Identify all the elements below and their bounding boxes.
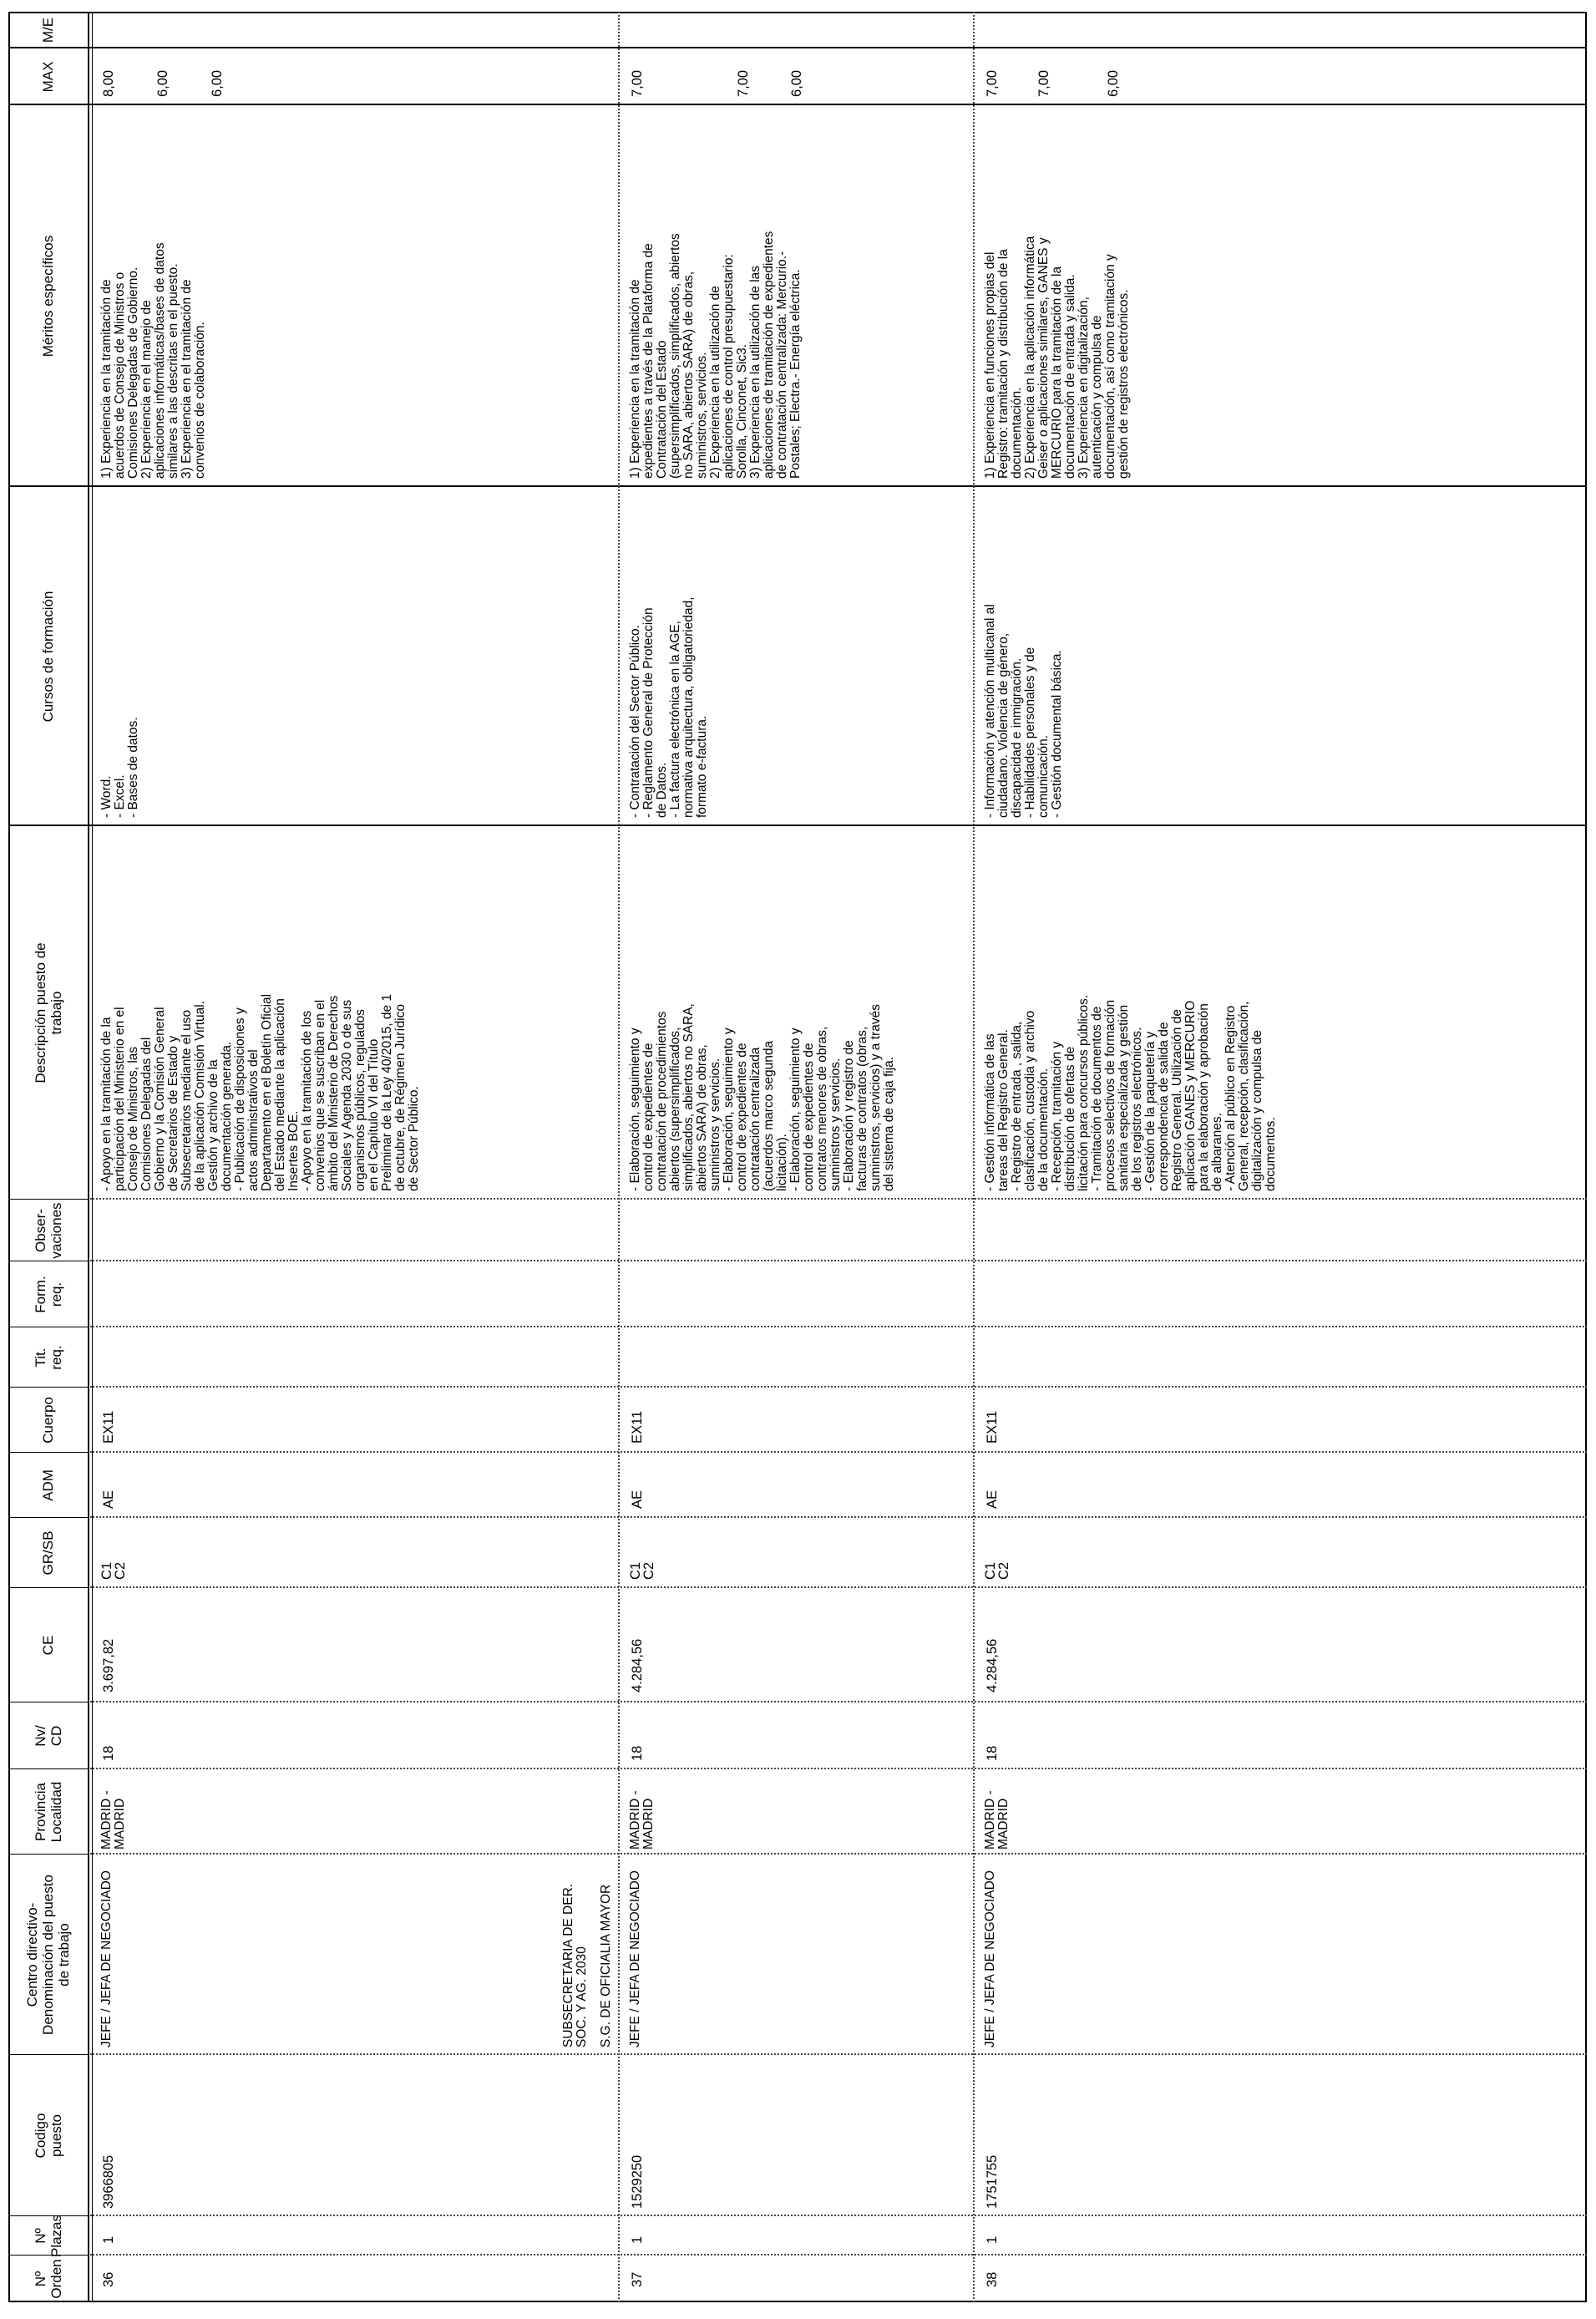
row-nivel: 18 — [630, 1745, 645, 1761]
col-divider-dotted — [90, 1516, 1587, 1518]
col-divider-dotted — [90, 1451, 1587, 1453]
row-separator — [618, 12, 620, 2302]
row-codigo: 1751755 — [985, 2154, 1000, 2209]
row-grupo: C1 C2 — [983, 1561, 1011, 1580]
row-nivel: 18 — [101, 1745, 116, 1761]
header-meritos: Méritos específicos — [40, 235, 56, 358]
row-grupo: C1 C2 — [628, 1561, 656, 1580]
header-plazas: Nº Plazas — [32, 2214, 64, 2258]
row-ce: 3.697,82 — [101, 1638, 116, 1692]
row-codigo: 1529250 — [630, 2154, 645, 2209]
row-cursos: - Información y atención multicanal al ciudadano. Violencia de género, discapacidad e inmigración. - Habilidades personales y de comunicación. - Gestión documental básica. — [983, 604, 1064, 818]
row-centro: JEFE / JEFA DE NEGOCIADO — [628, 1870, 642, 2048]
row-adm: AE — [630, 1489, 645, 1509]
row-cuerpo: EX11 — [101, 1410, 116, 1444]
header-cursos: Cursos de formación — [40, 591, 56, 723]
col-divider — [8, 1199, 88, 1200]
row-plazas: 1 — [985, 2235, 1000, 2244]
row-codigo: 3966805 — [101, 2154, 116, 2209]
row-centro: JEFE / JEFA DE NEGOCIADO — [983, 1870, 997, 2048]
col-divider — [8, 485, 1587, 487]
row-centro: JEFE / JEFA DE NEGOCIADO — [99, 1870, 114, 2048]
header-orden: Nº Orden — [32, 2259, 64, 2299]
row-provincia: MADRID - MADRID — [628, 1790, 656, 1850]
row-meritos: 1) Experiencia en la tramitación de acuerdos de Consejo de Ministros o Comisiones Delegadas de Gobierno. 2) Experiencia en el manejo de aplicaciones informáticas/bases de datos similares a las descritas en el puesto. 3) Experiencia en el tramitación de convenios de colaboración. — [99, 242, 207, 479]
row-nivel: 18 — [985, 1745, 1000, 1761]
header-cuerpo: Cuerpo — [40, 1397, 56, 1444]
row-cuerpo: EX11 — [985, 1410, 1000, 1444]
header-me: M/E — [40, 17, 56, 43]
col-divider-dotted — [90, 1386, 1587, 1388]
col-divider — [8, 104, 1587, 105]
header-grupo: GR/SB — [40, 1530, 56, 1576]
col-divider-dotted — [90, 2215, 1587, 2216]
row-max-1: 7,00 — [985, 69, 1000, 97]
row-meritos: 1) Experiencia en la tramitación de expedientes a través de la Plataforma de Contratación del Estado (supersimplificados, simplificados, abiertos no SARA, abiertos SARA) de obras, suministros, servicios. 2) Experiencia en la utilización de aplicaciones de control presupuestario: Sorolla, Cinconet, Sic3. 3) Experiencia en la utilización de las aplicaciones de tramitación de expedientes de contratación centralizada: Mercurio.- Postales; Electra.- Energía eléctrica. — [628, 231, 803, 479]
col-divider-dotted — [90, 1701, 1587, 1702]
col-divider-dotted — [90, 1260, 1587, 1261]
row-plazas: 1 — [630, 2235, 645, 2244]
row-separator — [973, 12, 975, 2302]
header-centro: Centro directivo- Denominación del puesto de trabajo — [24, 1875, 72, 2035]
header-max: MAX — [40, 61, 56, 93]
row-meritos: 1) Experiencia en funciones propias del Registro: tramitación y distribución de la documentación. 2) Experiencia en la aplicación informática Geiser o aplicaciones similares, GANES y MERCURIO para la tramitación de la documentación de entrada y salida. 3) Experiencia en digitalización, autenticación y compulsa de documentación, así como tramitación y gestión de registros electrónicos. — [983, 236, 1131, 479]
col-divider — [8, 47, 1587, 48]
row-provincia: MADRID - MADRID — [983, 1790, 1011, 1850]
header-bottom-line-2 — [92, 12, 93, 2302]
unit-subsecretaria: SUBSECRETARIA DE DER. SOC. Y AG. 2030 — [561, 1883, 589, 2048]
row-max-2: 7,00 — [736, 69, 751, 97]
header-nivel: Nv/ CD — [32, 1725, 64, 1747]
col-divider-dotted — [90, 1768, 1587, 1769]
col-divider-dotted — [90, 1853, 1587, 1855]
col-divider-dotted — [90, 1586, 1587, 1588]
row-orden: 37 — [630, 2271, 645, 2287]
row-max-3: 6,00 — [1106, 69, 1121, 97]
header-ce: CE — [40, 1635, 56, 1656]
row-max-3: 6,00 — [789, 69, 804, 97]
row-provincia: MADRID - MADRID — [99, 1790, 127, 1850]
col-divider-dotted — [90, 1326, 1587, 1327]
header-adm: ADM — [40, 1469, 56, 1501]
row-max-1: 7,00 — [630, 69, 645, 97]
header-provincia: Provincia Localidad — [32, 1781, 64, 1843]
row-descripcion: - Elaboración, seguimiento y control de expedientes de contratación de procedimientos abiertos (supersimplificados, simplificados, abiertos no SARA, abiertos SARA) de obras, suministros y servicios. - Elaboración, seguimiento y control de expedientes de contratación centralizada (acuerdos marco segunda licitación). - Elaboración, seguimiento y control de expedientes de contratos menores de obras, suministros y servicios. - Elaboración y registro de facturas de contratos (obras, suministros, servicios) y a través del sistema de caja fija. — [628, 1003, 896, 1191]
row-plazas: 1 — [101, 2235, 116, 2244]
row-cursos: - Contratación del Sector Público. - Reglamento General de Protección de Datos. - La factura electrónica en la AGE, normativa arquitectura, obligatoriedad, formato e-factura. — [628, 596, 709, 818]
col-divider-dotted — [90, 1198, 1587, 1200]
col-divider-dotted — [90, 2053, 1587, 2055]
header-bottom-line — [88, 12, 89, 2302]
row-adm: AE — [101, 1489, 116, 1509]
row-descripcion: - Apoyo en la tramitación de la participación del Ministerio en el Consejo de Ministros, las Comisiones Delegadas del Gobierno y la Comisión General de Secretarios de Estado y Subsecretarios mediante el uso de la aplicación Comisión Virtual. Gestión y archivo de la documentación generada. - Publicación de disposiciones y actos administrativos del Departamento en el Boletín Oficial del Estado mediante la aplicación Insertes BOE. - Apoyo en la tramitación de los convenios que se suscriban en el ámbito del Ministerio de Derechos Sociales y Agenda 2030 o de sus organismos públicos, regulados en el Capítulo VI del Título Preliminar de la Ley 40/2015, de 1 de octubre, de Régimen Jurídico de Sector Público. — [99, 993, 421, 1191]
row-cuerpo: EX11 — [630, 1410, 645, 1444]
header-codigo: Codigo puesto — [32, 2113, 64, 2159]
header-titulacion: Tit. req. — [32, 1345, 64, 1370]
row-ce: 4.284,56 — [630, 1638, 645, 1692]
row-max-2: 7,00 — [1036, 69, 1051, 97]
row-orden: 36 — [101, 2271, 116, 2287]
row-max-2: 6,00 — [155, 69, 170, 97]
row-orden: 38 — [985, 2271, 1000, 2287]
row-grupo: C1 C2 — [99, 1561, 128, 1580]
row-descripcion: - Gestión informática de las tareas del Registro General. - Registro de entrada , salida, clasificación, custodia y archivo de la documentación. - Recepción, tramitación y distribución de ofertas de licitación para concursos públicos. - Tramitación de documentos de procesos selectivos de formación sanitaria especializada y gestión de los registros electrónicos. - Gestión de la paquetería y correspondencia de salida de Registro General. Utilización de aplicación GANES y MERCURIO para la elaboración y aprobación de albaranes. - Atención al público en Registro General, recepción, clasificación, digitalización y compulsa de documentos. — [983, 994, 1278, 1191]
col-divider-dotted — [90, 2254, 1587, 2256]
header-formacion: Form. req. — [32, 1276, 64, 1313]
unit-subdireccion: S.G. DE OFICIALIA MAYOR — [599, 1884, 613, 2048]
col-divider — [8, 825, 1587, 826]
row-max-1: 8,00 — [101, 69, 116, 97]
row-adm: AE — [985, 1489, 1000, 1509]
row-cursos: - Word. - Excel. - Bases de datos. — [99, 717, 140, 818]
row-ce: 4.284,56 — [985, 1638, 1000, 1692]
row-max-3: 6,00 — [210, 69, 225, 97]
header-descripcion: Descripción puesto de trabajo — [32, 942, 64, 1083]
header-observaciones: Obser- vaciones — [32, 1202, 64, 1259]
